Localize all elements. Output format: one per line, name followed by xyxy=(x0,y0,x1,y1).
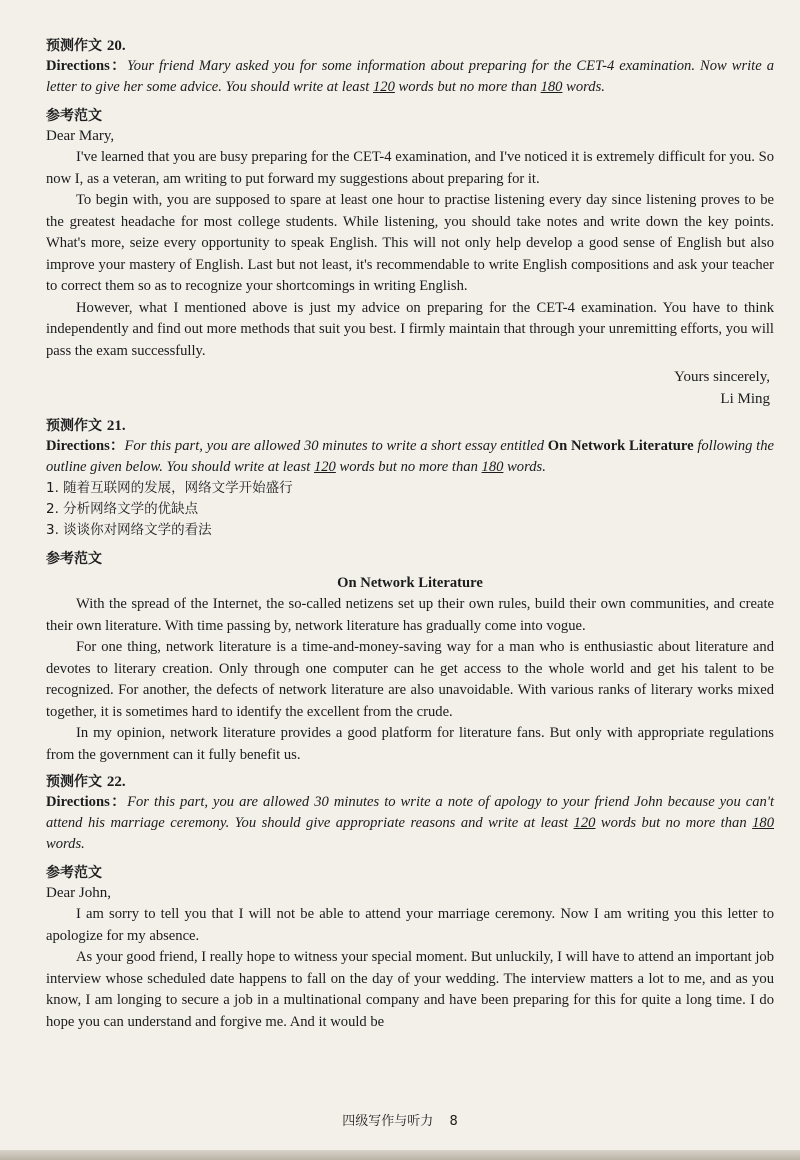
section-21-reference-label: 参考范文 xyxy=(46,551,102,567)
section-number: 20. xyxy=(106,38,126,54)
outline-item: 3. 谈谈你对网络文学的看法 xyxy=(46,522,212,538)
directions-label: Directions： xyxy=(46,794,128,810)
paragraph: As your good friend, I really hope to witness your special moment. But unluckily, I will have to attend an important job interview whose scheduled date happens to fall on the day of your wedding. The interview matters a lot to me, and as you know, I am longing to secure a job in a multinational company and have been preparing for this for quite a long time. I do hope you can understand and forgive me. And it would be xyxy=(46,949,774,1030)
salutation: Dear John, xyxy=(46,885,111,901)
min-words: 120 xyxy=(313,459,336,475)
paragraph: To begin with, you are supposed to spare at least one hour to practise listening every day since listening proves to be the greatest headache for most college students. While listening, you should take notes and write down the key points. What's more, seize every opportunity to speak English. This will not only help develop a good sense of English but also improve your mastery of English. Last but not least, it's recommendable to write English compositions and ask your teacher to correct them so as to recognize your shortcomings in writing English. xyxy=(46,192,774,294)
book-title: 四级写作与听力 xyxy=(342,1114,434,1129)
directions-text: For this part, you are allowed 30 minutes to write a note of apology to your friend John because you can't attend his marriage ceremony. You should give appropriate reasons and write at least xyxy=(46,794,774,831)
closing: Yours sincerely, xyxy=(674,369,770,385)
directions-label: Directions： xyxy=(46,438,125,454)
max-words: 180 xyxy=(752,815,774,831)
section-20-reference-label: 参考范文 xyxy=(46,108,102,124)
section-number: 21. xyxy=(106,418,126,434)
max-words: 180 xyxy=(481,459,504,475)
section-label: 预测作文 xyxy=(46,418,102,434)
directions-text: For this part, you are allowed 30 minutes to write a short essay entitled xyxy=(124,438,548,454)
directions-text: words. xyxy=(503,459,546,475)
paragraph: However, what I mentioned above is just my advice on preparing for the CET-4 examination. You have to think independently and find out more methods that suit you best. I firmly maintain that through your unremitting efforts, you will pass the exam successfully. xyxy=(46,299,774,359)
section-22-directions xyxy=(46,792,774,855)
max-words: 180 xyxy=(540,79,563,95)
min-words: 120 xyxy=(372,79,395,95)
directions-text: following the outline given below. You should write at least xyxy=(46,438,775,475)
paragraph: With the spread of the Internet, the so-called netizens set up their own rules, build their own communities, and create their own literature. With time passing by, network literature has gradually come into vogue. xyxy=(46,596,774,634)
page-edge xyxy=(0,1150,800,1160)
section-number: 22. xyxy=(106,774,126,790)
paragraph: I've learned that you are busy preparing for the CET-4 examination, and I've noticed it is extremely difficult for you. So now I, as a veteran, am writing to put forward my suggestions about preparing for it. xyxy=(46,149,774,187)
paragraph: For one thing, network literature is a time-and-money-saving way for a man who is enthusiastic about literature and devotes to literary creation. Only through one computer can he get access to the whole world and get his talent to be recognized. For another, the defects of network literature are also unavoidable. With various ranks of literary works mixed together, it is sometimes hard to identify the excellent from the crude. xyxy=(46,639,774,720)
section-label: 预测作文 xyxy=(46,38,102,54)
section-label: 预测作文 xyxy=(46,774,102,790)
salutation: Dear Mary, xyxy=(46,128,115,144)
directions-text: words. xyxy=(562,79,605,95)
signature: Li Ming xyxy=(720,391,770,407)
min-words: 120 xyxy=(573,815,596,831)
outline-item: 2. 分析网络文学的优缺点 xyxy=(46,501,199,517)
directions-text: words but no more than xyxy=(595,815,753,831)
directions-text: Your friend Mary asked you for some information about preparing for the CET-4 examination. Now write a letter to give her some advice. You should write at least xyxy=(46,58,774,95)
paragraph: In my opinion, network literature provides a good platform for literature fans. But only with appropriate regulations from the government can it fully benefit us. xyxy=(46,725,774,763)
section-22-title xyxy=(46,772,774,792)
essay-title: On Network Literature xyxy=(337,575,483,591)
directions-text: words but no more than xyxy=(335,459,482,475)
essay-title-ref: On Network Literature xyxy=(547,438,694,454)
page-footer xyxy=(0,1110,800,1129)
page-number: 8 xyxy=(449,1114,458,1129)
section-20-title xyxy=(46,36,774,56)
directions-text: words but no more than xyxy=(394,79,541,95)
outline-item: 1. 随着互联网的发展，网络文学开始盛行 xyxy=(46,480,293,496)
paragraph: I am sorry to tell you that I will not be able to attend your marriage ceremony. Now I am writing you this letter to apologize for my absence. xyxy=(46,906,774,944)
section-21-title xyxy=(46,416,774,436)
directions-label: Directions： xyxy=(46,58,128,74)
section-21-directions xyxy=(46,436,774,478)
section-22-reference-label: 参考范文 xyxy=(46,865,102,881)
directions-text: words. xyxy=(46,836,85,852)
section-20-directions xyxy=(46,56,774,98)
